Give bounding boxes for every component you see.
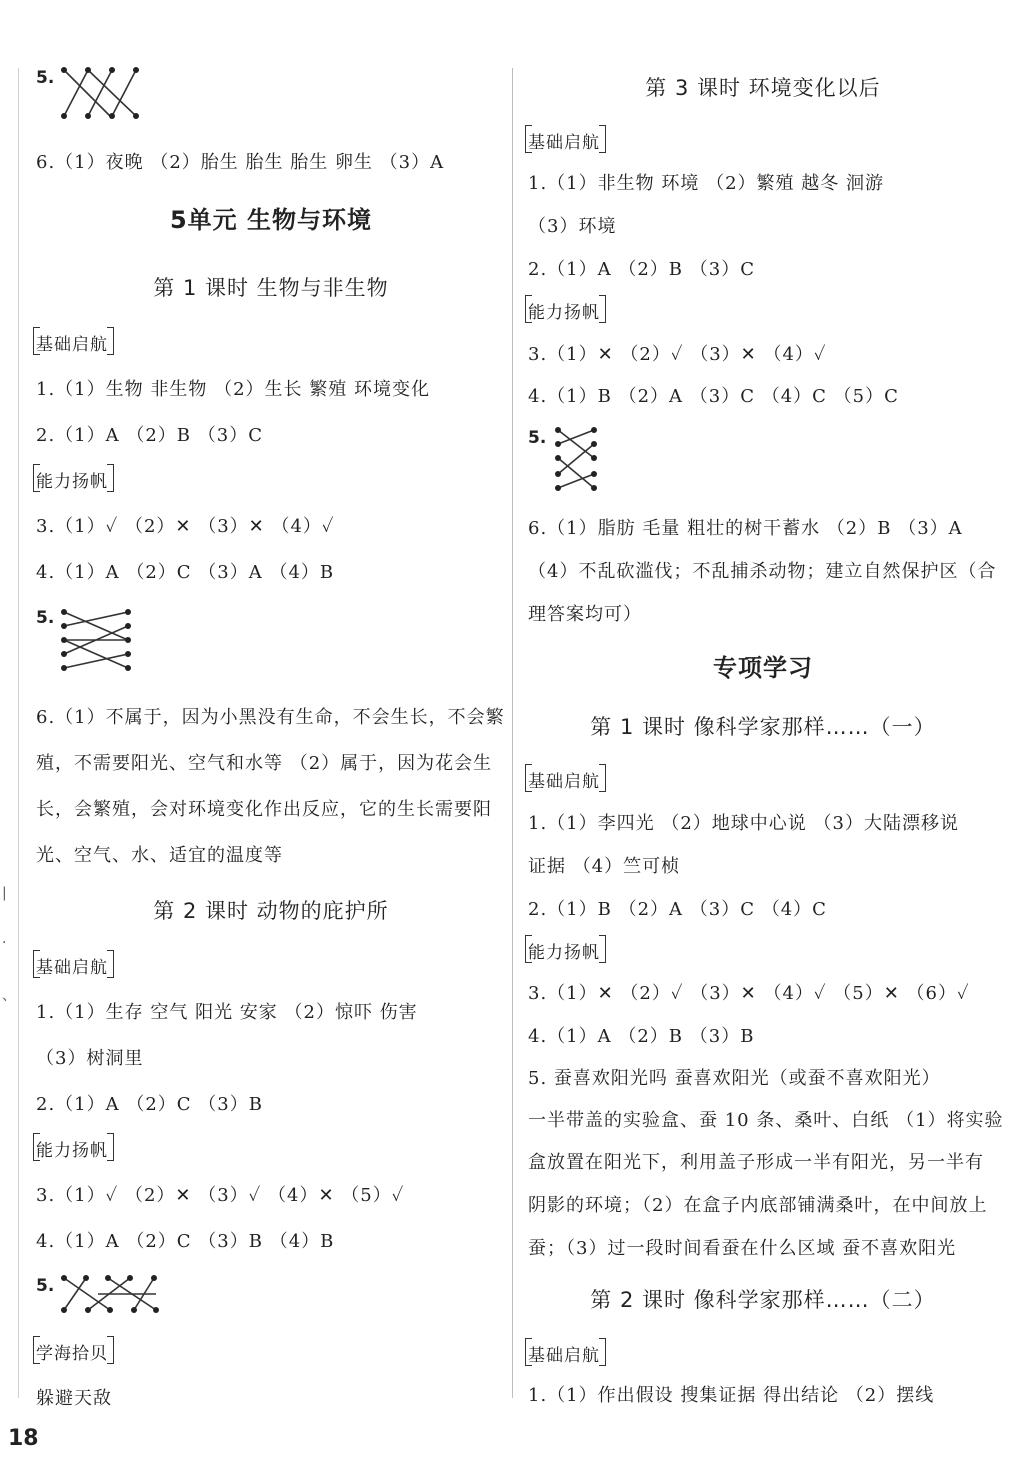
right-column	[528, 0, 1004, 1410]
answer-line: 3.（1）✕ （2）✓ （3）✕ （4）✓	[528, 344, 827, 365]
section-tag-basic: 基础启航	[528, 767, 600, 792]
answer-line: 2.（1）A （2）B （3）C	[36, 425, 263, 446]
answer-line: 理答案均可）	[528, 604, 642, 625]
unit-title: 专项学习	[713, 654, 813, 682]
answer-line: 3.（1）✓ （2）✕ （3）✕ （4）✓	[36, 516, 335, 537]
answer-line: 蚕；（3）过一段时间看蚕在什么区域 蚕不喜欢阳光	[528, 1238, 957, 1259]
answer-line: 6.（1）脂肪 毛量 粗壮的树干蓄水 （2）B （3）A	[528, 518, 963, 539]
margin-mark: ·	[2, 935, 7, 951]
answer-line: 1.（1）非生物 环境 （2）繁殖 越冬 洄游	[528, 173, 884, 194]
matching-lines-diagram	[58, 1272, 188, 1318]
section-tag-ability: 能力扬帆	[528, 298, 600, 323]
answer-line: 4.（1）A （2）B （3）B	[528, 1026, 755, 1047]
answer-line: 1.（1）生存 空气 阳光 安家 （2）惊吓 伤害	[36, 1002, 418, 1023]
left-margin-rule	[18, 68, 19, 1398]
answer-line: 4.（1）B （2）A （3）C （4）C （5）C	[528, 386, 899, 407]
section-tag-extra: 学海拾贝	[36, 1339, 108, 1364]
answer-line: 长，会繁殖，会对环境变化作出反应，它的生长需要阳	[36, 799, 492, 820]
answer-line: 2.（1）B （2）A （3）C （4）C	[528, 899, 827, 920]
answer-line: 阴影的环境；（2）在盒子内底部铺满桑叶，在中间放上	[528, 1195, 988, 1216]
lesson-title: 第 2 课时 像科学家那样……（二）	[590, 1288, 936, 1312]
matching-lines-diagram	[58, 604, 158, 676]
question-number: 5.	[36, 608, 55, 628]
answer-line: 3.（1）✓ （2）✕ （3）✓ （4）✕ （5）✓	[36, 1185, 405, 1206]
matching-lines-diagram	[58, 64, 168, 124]
column-divider	[512, 68, 513, 1398]
page-number: 18	[8, 1426, 39, 1451]
lesson-title: 第 1 课时 生物与非生物	[153, 276, 389, 300]
answer-line: 盒放置在阳光下，利用盖子形成一半有阳光，另一半有	[528, 1152, 984, 1173]
answer-line: 2.（1）A （2）B （3）C	[528, 259, 755, 280]
question-number: 5.	[528, 428, 547, 448]
answer-line: 5. 蚕喜欢阳光吗 蚕喜欢阳光（或蚕不喜欢阳光）	[528, 1068, 941, 1089]
lesson-title: 第 1 课时 像科学家那样……（一）	[590, 715, 936, 739]
section-tag-basic: 基础启航	[36, 330, 108, 355]
lesson-title: 第 3 课时 环境变化以后	[645, 76, 881, 100]
answer-line: 一半带盖的实验盒、蚕 10 条、桑叶、白纸 （1）将实验	[528, 1110, 1004, 1131]
answer-line: 2.（1）A （2）C （3）B	[36, 1094, 263, 1115]
answer-line: 1.（1）作出假设 搜集证据 得出结论 （2）摆线	[528, 1385, 935, 1406]
answer-line: 3.（1）✕ （2）✓ （3）✕ （4）✓ （5）✕ （6）✓	[528, 983, 970, 1004]
answer-line: 1.（1）生物 非生物 （2）生长 繁殖 环境变化	[36, 379, 430, 400]
answer-line: （4）不乱砍滥伐；不乱捕杀动物；建立自然保护区（合	[528, 561, 997, 582]
answer-line: （3）环境	[528, 216, 617, 237]
answer-line: 4.（1）A （2）C （3）A （4）B	[36, 562, 335, 583]
matching-lines-diagram	[550, 424, 630, 498]
lesson-title: 第 2 课时 动物的庇护所	[153, 899, 389, 923]
answer-line: 证据 （4）竺可桢	[528, 856, 681, 877]
answer-line: （3）树洞里	[36, 1048, 144, 1069]
answer-line: 躲避天敌	[36, 1388, 112, 1409]
margin-mark: 、	[2, 988, 16, 1004]
section-tag-basic: 基础启航	[36, 953, 108, 978]
left-column	[36, 0, 506, 1410]
section-tag-basic: 基础启航	[528, 128, 600, 153]
section-tag-ability: 能力扬帆	[36, 467, 108, 492]
section-tag-basic: 基础启航	[528, 1341, 600, 1366]
unit-title: 5单元 生物与环境	[169, 206, 373, 234]
answer-line: 1.（1）李四光 （2）地球中心说 （3）大陆漂移说	[528, 813, 959, 834]
section-tag-ability: 能力扬帆	[36, 1136, 108, 1161]
section-tag-ability: 能力扬帆	[528, 938, 600, 963]
answer-line: 光、空气、水、适宜的温度等	[36, 845, 283, 866]
answer-line: 殖，不需要阳光、空气和水等 （2）属于，因为花会生	[36, 753, 493, 774]
answer-line: 6.（1）不属于，因为小黑没有生命，不会生长，不会繁	[36, 707, 505, 728]
question-number: 5.	[36, 1276, 55, 1296]
answer-line: 6.（1）夜晚 （2）胎生 胎生 胎生 卵生 （3）A	[36, 152, 445, 173]
margin-mark: |	[2, 885, 7, 901]
question-number: 5.	[36, 68, 55, 88]
answer-line: 4.（1）A （2）C （3）B （4）B	[36, 1231, 335, 1252]
